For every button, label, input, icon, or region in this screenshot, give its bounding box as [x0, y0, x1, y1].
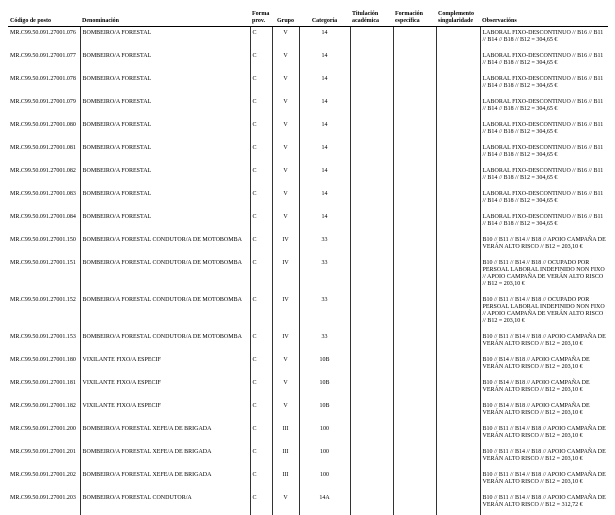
table-row — [8, 294, 608, 331]
cell-formacion — [393, 211, 436, 234]
table-row — [8, 73, 608, 96]
cell-forma: C — [250, 400, 272, 423]
cell-complemento — [436, 73, 480, 96]
cell-complemento — [436, 27, 480, 51]
rpt-table-body — [8, 27, 608, 515]
cell-denominacion: BOMBEIRO/A FORESTAL — [80, 119, 250, 142]
cell-grupo: V — [272, 142, 299, 165]
cell-denominacion: BOMBEIRO/A FORESTAL — [80, 188, 250, 211]
cell-complemento — [436, 446, 480, 469]
cell-complemento — [436, 257, 480, 294]
cell-codigo: MR.C99.50.091.27001.082 — [8, 165, 80, 188]
column-header-formacion: Formación específica — [393, 11, 436, 27]
table-row — [8, 492, 608, 515]
cell-categoria: 14 — [299, 142, 350, 165]
cell-observacions: LABORAL FIXO-DESCONTINUO // B16 // B11 // B14 // B18 // B12 = 304,65 € — [480, 27, 608, 51]
cell-codigo: MR.C99.50.091.27001.201 — [8, 446, 80, 469]
cell-codigo: MR.C99.50.091.27001.151 — [8, 257, 80, 294]
cell-complemento — [436, 469, 480, 492]
cell-categoria: 14 — [299, 211, 350, 234]
cell-denominacion: BOMBEIRO/A FORESTAL — [80, 165, 250, 188]
cell-titulacion — [350, 446, 393, 469]
table-row — [8, 400, 608, 423]
cell-denominacion: BOMBEIRO/A FORESTAL CONDUTOR/A DE MOTOBOMBA — [80, 234, 250, 257]
table-row — [8, 96, 608, 119]
cell-titulacion — [350, 50, 393, 73]
cell-forma: C — [250, 469, 272, 492]
cell-categoria: 33 — [299, 331, 350, 354]
cell-denominacion: BOMBEIRO/A FORESTAL — [80, 96, 250, 119]
cell-forma: C — [250, 142, 272, 165]
cell-titulacion — [350, 73, 393, 96]
cell-forma: C — [250, 294, 272, 331]
cell-categoria: 10B — [299, 400, 350, 423]
cell-denominacion: BOMBEIRO/A FORESTAL — [80, 211, 250, 234]
cell-codigo: MR.C99.50.091.27001.079 — [8, 96, 80, 119]
cell-grupo: V — [272, 73, 299, 96]
cell-observacions: B10 // B14 // B18 // APOIO CAMPAÑA DE VERÁN ALTO RISCO // B12 = 203,10 € — [480, 400, 608, 423]
cell-complemento — [436, 377, 480, 400]
cell-titulacion — [350, 423, 393, 446]
column-header-titulacion: Titulación académica — [350, 11, 393, 27]
cell-categoria: 14 — [299, 73, 350, 96]
cell-forma: C — [250, 73, 272, 96]
cell-formacion — [393, 492, 436, 515]
cell-complemento — [436, 492, 480, 515]
cell-categoria: 100 — [299, 446, 350, 469]
cell-observacions: B10 // B11 // B14 // B18 // APOIO CAMPAÑA DE VERÁN ALTO RISCO // B12 = 203,10 € — [480, 331, 608, 354]
cell-codigo: MR.C99.50.091.27001.150 — [8, 234, 80, 257]
cell-observacions: LABORAL FIXO-DESCONTINUO // B16 // B11 // B14 // B18 // B12 = 304,65 € — [480, 211, 608, 234]
table-row — [8, 50, 608, 73]
cell-observacions: LABORAL FIXO-DESCONTINUO // B16 // B11 // B14 // B18 // B12 = 304,65 € — [480, 73, 608, 96]
cell-forma: C — [250, 188, 272, 211]
cell-grupo: V — [272, 492, 299, 515]
cell-denominacion: BOMBEIRO/A FORESTAL XEFE/A DE BRIGADA — [80, 446, 250, 469]
table-row — [8, 354, 608, 377]
rpt-table — [8, 11, 608, 515]
table-row — [8, 257, 608, 294]
cell-denominacion: BOMBEIRO/A FORESTAL CONDUTOR/A DE MOTOBOMBA — [80, 331, 250, 354]
cell-titulacion — [350, 377, 393, 400]
cell-categoria: 14 — [299, 188, 350, 211]
cell-grupo: V — [272, 50, 299, 73]
table-row — [8, 469, 608, 492]
cell-grupo: V — [272, 119, 299, 142]
cell-complemento — [436, 423, 480, 446]
cell-complemento — [436, 188, 480, 211]
cell-titulacion — [350, 492, 393, 515]
cell-categoria: 14 — [299, 50, 350, 73]
cell-observacions: B10 // B11 // B14 // B18 // APOIO CAMPAÑA DE VERÁN ALTO RISCO // B12 = 203,10 € — [480, 423, 608, 446]
cell-codigo: MR.C99.50.091.27001.084 — [8, 211, 80, 234]
cell-denominacion: BOMBEIRO/A FORESTAL — [80, 27, 250, 51]
cell-categoria: 100 — [299, 469, 350, 492]
cell-forma: C — [250, 211, 272, 234]
cell-formacion — [393, 331, 436, 354]
cell-observacions: B10 // B11 // B14 // B18 // OCUPADO POR PERSOAL LABORAL INDEFINIDO NON FIXO // APOIO CAMPAÑA DE VERÁN ALTO RISCO // B12 = 203,10 € — [480, 294, 608, 331]
cell-codigo: MR.C99.50.091.27001.153 — [8, 331, 80, 354]
cell-categoria: 14 — [299, 119, 350, 142]
cell-denominacion: VIXILANTE FIXO/A ESPECIF — [80, 400, 250, 423]
table-row — [8, 27, 608, 51]
cell-forma: C — [250, 331, 272, 354]
table-row — [8, 211, 608, 234]
cell-grupo: III — [272, 469, 299, 492]
cell-observacions: B10 // B11 // B14 // B18 // APOIO CAMPAÑA DE VERÁN ALTO RISCO // B12 = 203,10 € — [480, 234, 608, 257]
cell-codigo: MR.C99.50.091.27001.080 — [8, 119, 80, 142]
cell-observacions: B10 // B14 // B18 // APOIO CAMPAÑA DE VERÁN ALTO RISCO // B12 = 203,10 € — [480, 354, 608, 377]
cell-titulacion — [350, 469, 393, 492]
cell-titulacion — [350, 331, 393, 354]
cell-forma: C — [250, 446, 272, 469]
table-row — [8, 142, 608, 165]
cell-codigo: MR.C99.50.091.27001.076 — [8, 27, 80, 51]
cell-denominacion: BOMBEIRO/A FORESTAL — [80, 50, 250, 73]
cell-observacions: B10 // B11 // B14 // B18 // APOIO CAMPAÑA DE VERÁN ALTO RISCO // B12 = 203,10 € — [480, 469, 608, 492]
column-header-categoria: Categoría — [299, 11, 350, 27]
cell-codigo: MR.C99.50.091.27001.152 — [8, 294, 80, 331]
cell-complemento — [436, 354, 480, 377]
cell-titulacion — [350, 165, 393, 188]
cell-observacions: B10 // B11 // B14 // B18 // OCUPADO POR PERSOAL LABORAL INDEFINIDO NON FIXO // APOIO CAMPAÑA DE VERÁN ALTO RISCO // B12 = 203,10 € — [480, 257, 608, 294]
cell-grupo: V — [272, 188, 299, 211]
table-row — [8, 331, 608, 354]
cell-formacion — [393, 294, 436, 331]
cell-denominacion: BOMBEIRO/A FORESTAL CONDUTOR/A — [80, 492, 250, 515]
cell-observacions: LABORAL FIXO-DESCONTINUO // B16 // B11 // B14 // B18 // B12 = 304,65 € — [480, 96, 608, 119]
cell-categoria: 14 — [299, 165, 350, 188]
cell-forma: C — [250, 377, 272, 400]
cell-codigo: MR.C99.50.091.27001.202 — [8, 469, 80, 492]
cell-codigo: MR.C99.50.091.27001.203 — [8, 492, 80, 515]
cell-codigo: MR.C99.50.091.27001.200 — [8, 423, 80, 446]
cell-formacion — [393, 377, 436, 400]
column-header-complemento: Complemento singularidade — [436, 11, 480, 27]
cell-titulacion — [350, 234, 393, 257]
cell-codigo: MR.C99.50.091.27001.078 — [8, 73, 80, 96]
cell-grupo: IV — [272, 294, 299, 331]
table-row — [8, 165, 608, 188]
cell-formacion — [393, 27, 436, 51]
rpt-table-header — [8, 11, 608, 27]
cell-formacion — [393, 469, 436, 492]
cell-forma: C — [250, 354, 272, 377]
cell-titulacion — [350, 257, 393, 294]
cell-complemento — [436, 234, 480, 257]
cell-titulacion — [350, 119, 393, 142]
column-header-grupo: Grupo — [272, 11, 299, 27]
cell-observacions: B10 // B11 // B14 // B18 // APOIO CAMPAÑA DE VERÁN ALTO RISCO // B12 = 312,72 € — [480, 492, 608, 515]
table-row — [8, 234, 608, 257]
cell-titulacion — [350, 188, 393, 211]
cell-formacion — [393, 50, 436, 73]
table-row — [8, 119, 608, 142]
table-row — [8, 188, 608, 211]
cell-observacions: B10 // B14 // B18 // APOIO CAMPAÑA DE VERÁN ALTO RISCO // B12 = 203,10 € — [480, 377, 608, 400]
column-header-codigo: Código de posto — [8, 11, 80, 27]
cell-denominacion: BOMBEIRO/A FORESTAL XEFE/A DE BRIGADA — [80, 423, 250, 446]
column-header-forma: Forma prov. — [250, 11, 272, 27]
cell-formacion — [393, 73, 436, 96]
cell-categoria: 33 — [299, 234, 350, 257]
cell-forma: C — [250, 257, 272, 294]
cell-formacion — [393, 446, 436, 469]
cell-grupo: III — [272, 446, 299, 469]
cell-observacions: LABORAL FIXO-DESCONTINUO // B16 // B11 // B14 // B18 // B12 = 304,65 € — [480, 165, 608, 188]
cell-categoria: 10B — [299, 377, 350, 400]
cell-grupo: V — [272, 377, 299, 400]
cell-codigo: MR.C99.50.091.27001.083 — [8, 188, 80, 211]
cell-observacions: LABORAL FIXO-DESCONTINUO // B16 // B11 // B14 // B18 // B12 = 304,65 € — [480, 188, 608, 211]
cell-categoria: 33 — [299, 257, 350, 294]
cell-codigo: MR.C99.50.091.27001.182 — [8, 400, 80, 423]
cell-categoria: 14A — [299, 492, 350, 515]
cell-complemento — [436, 331, 480, 354]
cell-formacion — [393, 400, 436, 423]
table-row — [8, 446, 608, 469]
cell-denominacion: BOMBEIRO/A FORESTAL CONDUTOR/A DE MOTOBOMBA — [80, 257, 250, 294]
cell-grupo: V — [272, 165, 299, 188]
cell-grupo: V — [272, 96, 299, 119]
cell-formacion — [393, 234, 436, 257]
cell-grupo: IV — [272, 257, 299, 294]
cell-forma: C — [250, 27, 272, 51]
cell-denominacion: BOMBEIRO/A FORESTAL — [80, 142, 250, 165]
cell-forma: C — [250, 423, 272, 446]
cell-formacion — [393, 142, 436, 165]
cell-observacions: LABORAL FIXO-DESCONTINUO // B16 // B11 // B14 // B18 // B12 = 304,65 € — [480, 119, 608, 142]
cell-grupo: V — [272, 400, 299, 423]
cell-observacions: LABORAL FIXO-DESCONTINUO // B16 // B11 // B14 // B18 // B12 = 304,65 € — [480, 50, 608, 73]
cell-forma: C — [250, 234, 272, 257]
cell-formacion — [393, 119, 436, 142]
cell-grupo: IV — [272, 331, 299, 354]
cell-categoria: 10B — [299, 354, 350, 377]
column-header-observacions: Observacións — [480, 11, 608, 27]
cell-formacion — [393, 188, 436, 211]
cell-complemento — [436, 294, 480, 331]
cell-denominacion: BOMBEIRO/A FORESTAL CONDUTOR/A DE MOTOBOMBA — [80, 294, 250, 331]
cell-formacion — [393, 423, 436, 446]
cell-titulacion — [350, 294, 393, 331]
header-row — [8, 11, 608, 27]
cell-categoria: 14 — [299, 27, 350, 51]
cell-categoria: 14 — [299, 96, 350, 119]
cell-forma: C — [250, 96, 272, 119]
cell-grupo: IV — [272, 234, 299, 257]
cell-grupo: V — [272, 354, 299, 377]
cell-forma: C — [250, 119, 272, 142]
cell-titulacion — [350, 211, 393, 234]
column-header-denominacion: Denominación — [80, 11, 250, 27]
cell-categoria: 100 — [299, 423, 350, 446]
cell-complemento — [436, 165, 480, 188]
cell-denominacion: BOMBEIRO/A FORESTAL — [80, 73, 250, 96]
cell-complemento — [436, 400, 480, 423]
cell-observacions: LABORAL FIXO-DESCONTINUO // B16 // B11 // B14 // B18 // B12 = 304,65 € — [480, 142, 608, 165]
cell-complemento — [436, 211, 480, 234]
cell-formacion — [393, 354, 436, 377]
cell-denominacion: VIXILANTE FIXO/A ESPECIF — [80, 354, 250, 377]
cell-forma: C — [250, 492, 272, 515]
cell-complemento — [436, 119, 480, 142]
cell-codigo: MR.C99.50.091.27001.181 — [8, 377, 80, 400]
cell-codigo: MR.C99.50.091.27001.077 — [8, 50, 80, 73]
cell-grupo: III — [272, 423, 299, 446]
cell-forma: C — [250, 165, 272, 188]
cell-titulacion — [350, 96, 393, 119]
cell-grupo: V — [272, 27, 299, 51]
cell-formacion — [393, 96, 436, 119]
cell-formacion — [393, 257, 436, 294]
cell-grupo: V — [272, 211, 299, 234]
cell-denominacion: BOMBEIRO/A FORESTAL XEFE/A DE BRIGADA — [80, 469, 250, 492]
cell-observacions: B10 // B11 // B14 // B18 // APOIO CAMPAÑA DE VERÁN ALTO RISCO // B12 = 203,10 € — [480, 446, 608, 469]
cell-codigo: MR.C99.50.091.27001.180 — [8, 354, 80, 377]
cell-titulacion — [350, 142, 393, 165]
table-row — [8, 423, 608, 446]
cell-complemento — [436, 142, 480, 165]
cell-titulacion — [350, 354, 393, 377]
table-row — [8, 377, 608, 400]
cell-titulacion — [350, 400, 393, 423]
cell-complemento — [436, 96, 480, 119]
cell-categoria: 33 — [299, 294, 350, 331]
cell-denominacion: VIXILANTE FIXO/A ESPECIF — [80, 377, 250, 400]
cell-codigo: MR.C99.50.091.27001.081 — [8, 142, 80, 165]
cell-forma: C — [250, 50, 272, 73]
cell-titulacion — [350, 27, 393, 51]
cell-complemento — [436, 50, 480, 73]
cell-formacion — [393, 165, 436, 188]
